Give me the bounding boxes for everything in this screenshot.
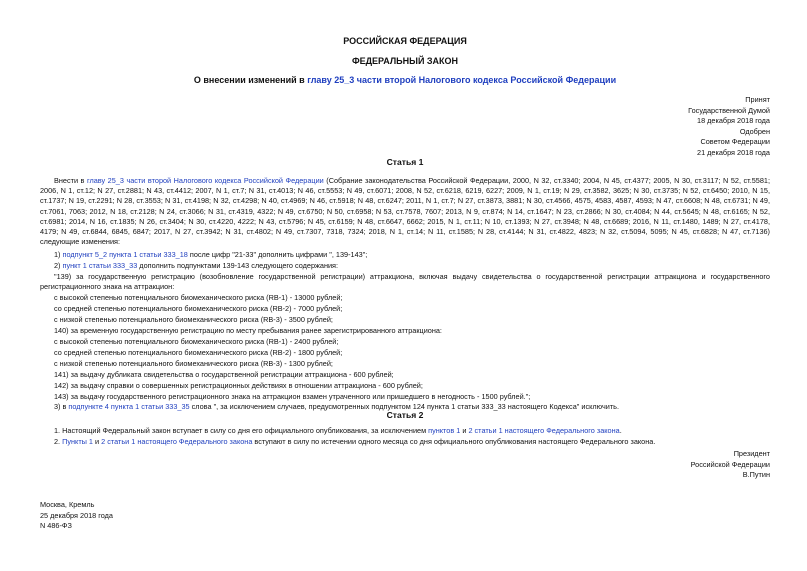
a2p1-link-2[interactable]: 2 статьи 1 настоящего Федерального закона xyxy=(468,426,620,435)
intro-link[interactable]: главу 25_3 части второй Налогового кодекса Российской Федерации xyxy=(86,176,324,185)
article-2-paragraph-1 xyxy=(54,426,622,436)
signing-date: 25 декабря 2018 года xyxy=(40,510,113,520)
country-heading: РОССИЙСКАЯ ФЕДЕРАЦИЯ xyxy=(343,36,467,46)
list-item: с высокой степенью потенциального биомеханического риска (RB-1) - 13000 рублей; xyxy=(54,293,343,302)
signature-line: В.Путин xyxy=(742,470,770,480)
subparagraph-141: 141) за выдачу дубликата свидетельства о государственной регистрации аттракциона - 600 рублей; xyxy=(54,370,394,379)
list-item: с низкой степенью потенциального биомеханического риска (RB-3) - 3500 рублей; xyxy=(54,315,333,324)
a2p1-mid: и xyxy=(460,426,469,435)
signing-place: Москва, Кремль xyxy=(40,500,95,509)
signing-place-block xyxy=(40,500,113,532)
a2p1-end: . xyxy=(619,426,622,435)
law-title xyxy=(40,75,770,85)
item-3-num: 3) в xyxy=(54,402,69,411)
law-title-text: О внесении изменений в xyxy=(193,75,308,85)
article-2-heading: Статья 2 xyxy=(386,410,424,420)
article-1-intro xyxy=(40,176,770,247)
a2p1-link-1[interactable]: пунктов 1 xyxy=(428,426,461,435)
item-3-link[interactable]: подпункте 4 пункта 1 статьи 333_35 xyxy=(68,402,190,411)
a2p1-text: 1. Настоящий Федеральный закон вступает в силу со дня его официального опубликования, за исключением xyxy=(54,426,429,435)
acceptance-line: 21 декабря 2018 года xyxy=(697,147,770,157)
acceptance-line: Одобрен xyxy=(739,126,770,136)
item-1-text: после цифр "21-33" дополнить цифрами ", 139-143"; xyxy=(187,250,368,259)
article-1-heading: Статья 1 xyxy=(386,157,424,167)
a2p2-mid: и xyxy=(93,437,102,446)
list-item: с высокой степенью потенциального биомеханического риска (RB-1) - 2400 рублей; xyxy=(54,337,339,346)
a2p2-end: вступают в силу по истечении одного месяца со дня официального опубликования настоящего Федерального закона. xyxy=(252,437,656,446)
acceptance-line: 18 декабря 2018 года xyxy=(697,116,770,126)
item-1-link[interactable]: подпункт 5_2 пункта 1 статьи 333_18 xyxy=(62,250,188,259)
acceptance-line: Принят xyxy=(745,95,770,104)
law-title-link[interactable]: главу 25_3 части второй Налогового кодекса Российской Федерации xyxy=(307,75,617,85)
article-2-paragraph-2 xyxy=(54,437,655,447)
acceptance-line: Советом Федерации xyxy=(700,137,770,147)
a2p2-link-2[interactable]: 2 статьи 1 настоящего Федерального закона xyxy=(101,437,253,446)
signature-line: Президент xyxy=(733,449,770,458)
item-2-link[interactable]: пункт 1 статьи 333_33 xyxy=(62,261,138,270)
list-item: со средней степенью потенциального биомеханического риска (RB-2) - 1800 рублей; xyxy=(54,348,343,357)
law-number: N 486-ФЗ xyxy=(40,521,72,531)
subparagraph-143: 143) за выдачу государственного регистрационного знака на аттракцион взамен утраченного или пришедшего в негодность - 1500 рублей."; xyxy=(54,392,531,401)
signature-block xyxy=(691,449,770,481)
acceptance-line: Государственной Думой xyxy=(688,105,770,115)
item-2-num: 2) xyxy=(54,261,63,270)
acceptance-block xyxy=(688,95,770,159)
item-1 xyxy=(54,250,367,260)
intro-text-pre: Внести в xyxy=(54,176,87,185)
a2p2-link-1[interactable]: Пункты 1 xyxy=(62,437,93,446)
subparagraph-142: 142) за выдачу справки о совершенных регистрационных действиях в отношении аттракциона - 600 рублей; xyxy=(54,381,423,390)
intro-text: (Собрание законодательства Российской Федерации, 2000, N 32, ст.3340; 2004, N 45, ст.4377; 2005, N 30, ст.3117; N 52, ст.5581; 2006, N 1, ст.12; N 27, ст.2881; N 43, ст.4412; 2007, N 1, ст.7; N 31, ст.4013; N 46, ст.5553; N 49, ст.6071; 2008, N 52, ст.6218, 6219, 6227; 2009, N 1, ст.19; N 29, ст.3582, 3625; N 30, ст.3735; N 52, ст.6450; 2010, N 15, ст.1737; N 19, ст.2291; N 28, ст.3553; N 31, ст.4198; N 32, ст.4298; N 40, ст.4969; N 46, ст.5918; N 48, ст.6247; 2011, N 1, ст.7; N 27, ст.3873, 3881; N 30, ст.4566, 4575, 4583, 4587, 4593; N 47, ст.6608; N 48, ст.6731; N 49, ст.7061, 7063; 2012, N 18, ст.2128; N 24, ст.3066; N 31, ст.4319, 4322; N 49, ст.6750; N 50, ст.6958; N 53, ст.7578, 7607; 2013, N 9, ст.874; N 14, ст.1647; N 23, ст.2866; N 30, ст.4084; N 44, ст.5645; N 48, ст.6165; N 52, ст.6981; 2014, N 16, ст.1835; N 26, ст.3404; N 30, ст.4220, 4222; N 43, ст.5796; N 45, ст.6159; N 48, ст.6647, 6662; 2015, N 1, ст.11; N 10, ст.1393; N 27, ст.3948; N 48, ст.6689; 2016, N 11, ст.1480, 1489; N 27, ст.4178, 4179; N 49, ст.6844, 6845, 6847; 2017, N 27, ст.3942; N 31, ст.4802; N 49, ст.7307, 7318, 7324; 2018, N 1, ст.14; N 11, ст.1585; N 28, ст.4144; N 31, ст.4822, 4823; N 32, ст.5094, 5095; N 45, ст.6828; N 47, ст.7136) следующие изменения: xyxy=(40,176,770,247)
list-item: с низкой степенью потенциального биомеханического риска (RB-3) - 1300 рублей; xyxy=(54,359,333,368)
a2p2-text: 2. xyxy=(54,437,63,446)
law-type-heading: ФЕДЕРАЛЬНЫЙ ЗАКОН xyxy=(351,56,459,66)
subparagraph-140: 140) за временную государственную регистрацию по месту пребывания ранее зарегистрированного аттракциона: xyxy=(54,326,442,335)
subparagraph-139: "139) за государственную регистрацию (возобновление государственной регистрации) аттракциона, включая выдачу свидетельства о государственной регистрации аттракциона и государственного регистрационного знака на аттракцион: xyxy=(40,272,770,292)
item-1-num: 1) xyxy=(54,250,63,259)
signature-line: Российской Федерации xyxy=(690,459,770,469)
item-2 xyxy=(54,261,338,271)
list-item: со средней степенью потенциального биомеханического риска (RB-2) - 7000 рублей; xyxy=(54,304,343,313)
item-2-text: дополнить подпунктами 139-143 следующего содержания: xyxy=(137,261,339,270)
item-3-text: слова ", за исключением случаев, предусмотренных подпунктом 124 пункта 1 статьи 333_33 настоящего Кодекса" исключить. xyxy=(189,402,620,411)
